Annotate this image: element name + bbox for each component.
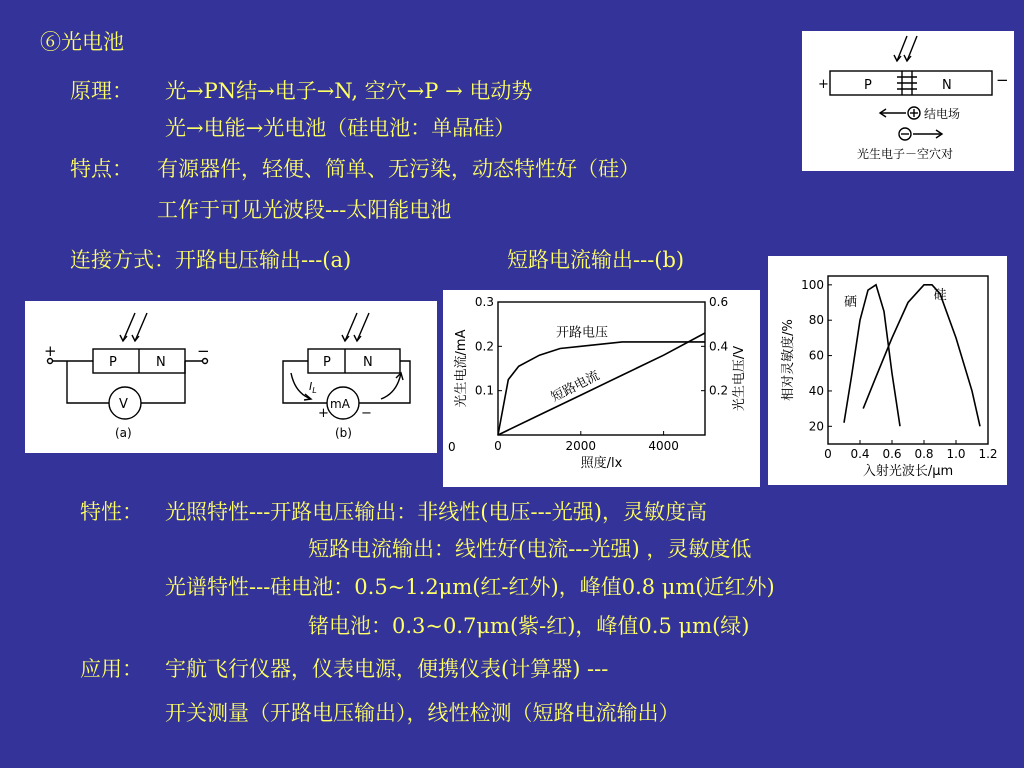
connection-open-circuit: 连接方式：开路电压输出---(a) xyxy=(70,248,352,272)
x-tick-label: 4000 xyxy=(648,439,679,453)
y-tick-label: 20 xyxy=(808,419,824,434)
circuit-a-p-region: P xyxy=(109,355,117,370)
circuit-diagrams xyxy=(25,301,437,453)
y-tick-label: 80 xyxy=(808,313,824,328)
principle-label: 原理： xyxy=(70,79,133,103)
x-axis-label: 入射光波长/μm xyxy=(862,464,954,479)
x-tick-label: 2000 xyxy=(565,439,597,453)
open-circuit-voltage-line xyxy=(498,342,705,435)
x-tick-label: 0 xyxy=(824,447,832,461)
y-left-tick-label: 0.3 xyxy=(474,295,494,309)
x-tick-label: 1.2 xyxy=(978,447,998,461)
y-tick-label: 60 xyxy=(808,348,824,363)
circuit-b-current-label xyxy=(309,380,317,395)
characteristics-line-1: 光照特性---开路电压输出：非线性(电压---光强)，灵敏度高 xyxy=(165,500,707,524)
y-right-tick-label: 0.2 xyxy=(709,383,729,398)
circuit-b-current-symbol: I xyxy=(309,380,313,393)
y-left-tick-label: 0.1 xyxy=(474,383,494,398)
pn-junction-diagram xyxy=(802,31,1014,171)
application-line-1: 宇航飞行仪器，仪表电源，便携仪表(计算器) --- xyxy=(165,657,609,681)
pn-n-region: N xyxy=(942,78,952,93)
y-right-tick-label: 0.6 xyxy=(709,295,729,309)
short-circuit-current-label: 短路电流 xyxy=(548,368,603,406)
y-tick-label: 40 xyxy=(808,383,824,398)
features-line-2: 工作于可见光波段---太阳能电池 xyxy=(157,198,452,222)
circuit-a-minus-sign: − xyxy=(197,342,210,360)
short-circuit-current-line xyxy=(498,333,705,435)
illumination-chart xyxy=(443,290,760,487)
circuit-b-minus-sign: − xyxy=(361,406,372,421)
circuit-b-caption: (b) xyxy=(335,426,352,440)
silicon-label: 硅 xyxy=(933,287,947,303)
y-right-axis-label: 光生电压/V xyxy=(732,345,747,412)
characteristics-label: 特性： xyxy=(80,500,143,524)
circuit-a-caption: (a) xyxy=(115,426,132,440)
characteristics-line-3: 光谱特性---硅电池：0.5~1.2μm(红-红外)，峰值0.8 μm(近红外) xyxy=(165,575,775,599)
circuit-b-p-region: P xyxy=(323,355,331,370)
circuit-b-plus-sign: + xyxy=(318,406,329,421)
circuit-b-n-region: N xyxy=(363,355,373,370)
selenium-label: 硒 xyxy=(844,295,858,311)
x-tick-label: 1.0 xyxy=(946,447,966,461)
plot-frame xyxy=(498,302,705,435)
junction-field-label: 结电场 xyxy=(924,107,961,121)
x-tick-label: 0.8 xyxy=(914,447,934,461)
application-label: 应用： xyxy=(80,657,143,681)
spectral-chart xyxy=(768,256,1007,485)
pn-p-region: P xyxy=(864,78,872,93)
y-left-tick-label: 0.2 xyxy=(474,339,494,354)
pn-minus-sign: − xyxy=(996,71,1009,89)
y-left-tick-label: 0 xyxy=(448,440,456,454)
x-tick-label: 0.4 xyxy=(850,447,870,461)
application-line-2: 开关测量（开路电压输出），线性检测（短路电流输出） xyxy=(165,701,680,725)
features-line-1: 有源器件，轻便、简单、无污染，动态特性好（硅） xyxy=(157,157,640,181)
ammeter-label: mA xyxy=(330,397,350,411)
principle-line-2: 光→电能→光电池（硅电池：单晶硅） xyxy=(165,116,516,140)
x-tick-label: 0.6 xyxy=(882,447,902,461)
characteristics-line-4: 锗电池：0.3~0.7μm(紫-红)，峰值0.5 μm(绿) xyxy=(308,614,750,638)
pn-plus-sign: + xyxy=(818,77,829,92)
electron-hole-pair-label: 光生电子－空穴对 xyxy=(857,147,954,161)
principle-line-1: 光→PN结→电子→N, 空穴→P → 电动势 xyxy=(165,79,533,103)
y-axis-label: 相对灵敏度/% xyxy=(781,319,796,401)
y-tick-label: 100 xyxy=(801,277,824,292)
voltmeter-label: V xyxy=(119,397,128,412)
x-axis-label: 照度/lx xyxy=(580,456,623,471)
connection-short-circuit: 短路电流输出---(b) xyxy=(507,248,685,272)
y-right-tick-label: 0.4 xyxy=(709,339,729,354)
features-label: 特点： xyxy=(70,157,133,181)
silicon-curve xyxy=(863,285,980,427)
circuit-b-current-subscript: L xyxy=(312,386,317,395)
page-title: ⑥光电池 xyxy=(40,30,124,54)
x-tick-label: 0 xyxy=(494,439,502,453)
characteristics-line-2: 短路电流输出：线性好(电流---光强) ，灵敏度低 xyxy=(308,537,752,561)
circuit-a-n-region: N xyxy=(156,355,166,370)
open-circuit-voltage-label: 开路电压 xyxy=(555,325,608,341)
circuit-a-plus-sign: + xyxy=(44,342,57,360)
y-left-axis-label: 光生电流/mA xyxy=(454,329,469,408)
